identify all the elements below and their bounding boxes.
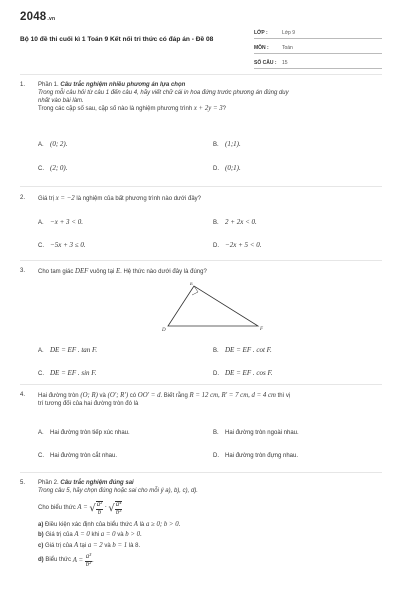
option-a[interactable]: A. DE = EF . tan F. <box>38 346 98 354</box>
part-title: Câu trắc nghiệm đúng sai <box>60 480 134 486</box>
option-c[interactable]: C. −5x + 3 ≤ 0. <box>38 241 86 249</box>
divider <box>20 384 382 385</box>
question-2: 2. Giá trị x = −2 là nghiệm của bất phương trình nào dưới đây? A. −x + 3 < 0. B. 2 + 2x < 0. C. −5x + 3 ≤ 0. D. −2x + 5 < 0. <box>20 195 382 255</box>
triangle-def-figure <box>160 282 270 332</box>
instruction: Trong mỗi câu hỏi từ câu 1 đến câu 4, hãy viết chữ cái in hoa đứng trước phương án đúng duy <box>38 89 289 96</box>
vertex-f-label: F <box>260 327 264 332</box>
divider <box>20 260 382 261</box>
option-b[interactable]: B. DE = EF . cot F. <box>213 346 272 354</box>
vertex-e-label: E <box>190 282 194 287</box>
triangle-shape <box>168 286 258 326</box>
instruction: Trong câu 5, hãy chọn đúng hoặc sai cho mỗi ý a), b), c), d). <box>38 487 198 494</box>
option-c[interactable]: C. (2; 0). <box>38 164 68 172</box>
divider <box>20 186 382 187</box>
statement-a[interactable]: a) Điều kiện xác định của biểu thức A là a ≥ 0; b > 0. <box>38 520 181 528</box>
option-c[interactable]: C. Hai đường tròn cắt nhau. <box>38 453 117 459</box>
expression-definition: Cho biểu thức A = √ $\frac{\text{a²}}{b}$ · √ $\frac{\text{a⁴}}{\text{b³}}$ <box>38 501 122 516</box>
option-c[interactable]: C. DE = EF . sin F. <box>38 369 97 377</box>
option-b[interactable]: B. (1;1). <box>213 140 241 148</box>
question-stem: Hai đường tròn (O; R) và (O′; R′) có OO′ = d. Biết rằng R = 12 cm, R′ = 7 cm, d = 4 cm thì vị <box>38 392 291 399</box>
option-a[interactable]: A. (0; 2). <box>38 140 68 148</box>
question-3: 3. Cho tam giác DEF vuông tại E. Hệ thức nào dưới đây là đúng? A. DE = EF . tan F. B. DE = EF . cot F. C. DE = EF . sin F. D. DE = EF . cos F. <box>20 268 382 378</box>
option-d[interactable]: D. (0;1). <box>213 164 241 172</box>
option-d[interactable]: D. Hai đường tròn đựng nhau. <box>213 453 299 459</box>
option-d[interactable]: D. DE = EF . cos F. <box>213 369 273 377</box>
fraction-a3-b2: $\frac{\text{a³}}{\text{b²}}$ <box>85 553 92 568</box>
option-a[interactable]: A. Hai đường tròn tiếp xúc nhau. <box>38 430 130 436</box>
sqrt-expression-1: √ $\frac{\text{a²}}{b}$ <box>89 501 103 516</box>
header <box>20 10 382 66</box>
site-logo[interactable]: 2048.vn <box>20 11 56 23</box>
meta-class: LỚP : Lớp 9 <box>254 24 382 39</box>
question-stem: Trong các cặp số sau, cặp số nào là nghiệm phương trình x + 2y = 3? <box>38 105 226 113</box>
question-stem: Giá trị x = −2 là nghiệm của bất phương trình nào dưới đây? <box>38 195 202 202</box>
statement-b[interactable]: b) Giá trị của A = 0 khi a = 0 và b > 0. <box>38 531 142 539</box>
meta-question-count: SỐ CÂU : 15 <box>254 54 382 69</box>
question-4: 4. Hai đường tròn (O; R) và (O′; R′) có OO′ = d. Biết rằng R = 12 cm, R′ = 7 cm, d = 4 cm thì vị trí tương đối của hai đường tròn đó là A. Hai đường tròn tiếp xúc nhau. B. Hai đường tròn ngoài nhau. C. Hai đường tròn cắt nhau. D. Hai đường tròn đựng nhau. <box>20 392 382 467</box>
question-1: 1. Phần 1. Câu trắc nghiệm nhiều phương án lựa chọn Trong mỗi câu hỏi từ câu 1 đến câu 4, hãy viết chữ cái in hoa đứng trước phương án đúng duy nhất vào bài làm. Trong các cặp số sau, cặp số nào là nghiệm phương trình x + 2y = 3? A. (0; 2). B. (1;1). C. (2; 0). D. (0;1). <box>20 82 382 182</box>
option-d[interactable]: D. −2x + 5 < 0. <box>213 241 262 249</box>
question-number: 1. <box>20 82 26 88</box>
statement-d[interactable]: d) Biểu thức A = $\frac{\text{a³}}{\text{b²}}$ . <box>38 553 94 568</box>
option-b[interactable]: B. 2 + 2x < 0. <box>213 218 257 226</box>
option-b[interactable]: B. Hai đường tròn ngoài nhau. <box>213 430 299 436</box>
question-5: 5. Phần 2. Câu trắc nghiệm đúng sai Trong câu 5, hãy chọn đúng hoặc sai cho mỗi ý a), b), c), d). Cho biểu thức A = √ $\frac{\text{a²}}{b}$ · √ $\frac{\text{a⁴}}{\text{b³}}$ a) Điều kiện xác định của biểu thức A là a ≥ 0; b > 0. b) Giá trị của A = 0 khi a = 0 và b > 0. c) Giá trị của A tại a = 2 và b = 1 là 8. d) Biểu thức A = $\frac{\text{a³}}{\text{b²}}$ . <box>20 480 382 595</box>
divider <box>20 472 382 473</box>
divider <box>20 74 382 75</box>
meta-info <box>254 24 382 69</box>
option-a[interactable]: A. −x + 3 < 0. <box>38 218 84 226</box>
sqrt-expression-2: √ $\frac{\text{a⁴}}{\text{b³}}$ <box>108 501 122 516</box>
vertex-d-label: D <box>162 328 166 332</box>
part-title: Câu trắc nghiệm nhiều phương án lựa chọn <box>60 82 186 88</box>
statement-c[interactable]: c) Giá trị của A tại a = 2 và b = 1 là 8. <box>38 542 141 550</box>
document-title: Bộ 10 đề thi cuối kì 1 Toán 9 Kết nối tri thức có đáp án - Đề 08 <box>20 36 214 43</box>
question-stem: Cho tam giác DEF vuông tại E. Hệ thức nào dưới đây là đúng? <box>38 268 207 275</box>
meta-subject: MÔN : Toán <box>254 39 382 54</box>
